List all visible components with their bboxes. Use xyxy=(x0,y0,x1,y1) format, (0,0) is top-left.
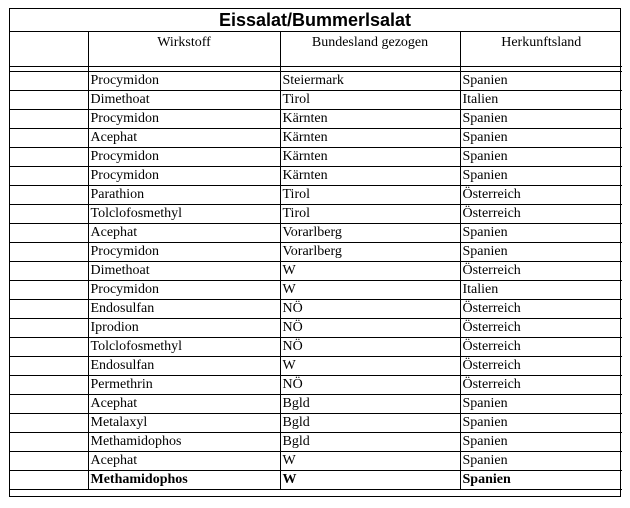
cell-herkunftsland: Spanien xyxy=(460,129,622,148)
cell-herkunftsland: Österreich xyxy=(460,205,622,224)
row-blank-cell xyxy=(10,376,88,395)
table-row xyxy=(10,167,622,186)
row-blank-cell xyxy=(10,91,88,110)
row-blank-cell xyxy=(10,433,88,452)
cell-bundesland: Kärnten xyxy=(280,148,460,167)
cell-herkunftsland: Spanien xyxy=(460,72,622,91)
cell-wirkstoff: Dimethoat xyxy=(88,91,280,110)
header-herkunftsland: Herkunftsland xyxy=(460,32,622,67)
cell-bundesland: Bgld xyxy=(280,433,460,452)
cell-bundesland: W xyxy=(280,471,460,490)
cell-herkunftsland: Spanien xyxy=(460,433,622,452)
cell-wirkstoff: Endosulfan xyxy=(88,300,280,319)
row-blank-cell xyxy=(10,452,88,471)
cell-wirkstoff: Acephat xyxy=(88,224,280,243)
cell-bundesland: Steiermark xyxy=(280,72,460,91)
cell-herkunftsland: Italien xyxy=(460,91,622,110)
cell-wirkstoff: Procymidon xyxy=(88,281,280,300)
table-row xyxy=(10,243,622,262)
row-blank-cell xyxy=(10,262,88,281)
cell-bundesland: Vorarlberg xyxy=(280,224,460,243)
cell-wirkstoff: Acephat xyxy=(88,452,280,471)
cell-herkunftsland: Österreich xyxy=(460,319,622,338)
row-blank-cell xyxy=(10,471,88,490)
cell-herkunftsland: Spanien xyxy=(460,224,622,243)
cell-bundesland: Kärnten xyxy=(280,129,460,148)
cell-wirkstoff: Metalaxyl xyxy=(88,414,280,433)
cell-bundesland: Bgld xyxy=(280,414,460,433)
cell-bundesland: Tirol xyxy=(280,205,460,224)
cell-herkunftsland: Italien xyxy=(460,281,622,300)
table-row xyxy=(10,395,622,414)
table-row xyxy=(10,72,622,91)
cell-herkunftsland: Österreich xyxy=(460,376,622,395)
cell-bundesland: NÖ xyxy=(280,319,460,338)
row-blank-cell xyxy=(10,72,88,91)
cell-wirkstoff: Acephat xyxy=(88,129,280,148)
cell-wirkstoff: Methamidophos xyxy=(88,433,280,452)
table-row xyxy=(10,224,622,243)
table-row xyxy=(10,452,622,471)
cell-wirkstoff: Procymidon xyxy=(88,148,280,167)
row-blank-cell xyxy=(10,205,88,224)
cell-bundesland: W xyxy=(280,281,460,300)
cell-herkunftsland: Spanien xyxy=(460,110,622,129)
cell-herkunftsland: Spanien xyxy=(460,471,622,490)
cell-bundesland: W xyxy=(280,262,460,281)
cell-bundesland: NÖ xyxy=(280,338,460,357)
cell-herkunftsland: Spanien xyxy=(460,452,622,471)
cell-wirkstoff: Tolclofosmethyl xyxy=(88,338,280,357)
cell-bundesland: NÖ xyxy=(280,376,460,395)
cell-wirkstoff: Acephat xyxy=(88,395,280,414)
row-blank-cell xyxy=(10,414,88,433)
row-blank-cell xyxy=(10,338,88,357)
cell-bundesland: W xyxy=(280,357,460,376)
table-row xyxy=(10,319,622,338)
row-blank-cell xyxy=(10,300,88,319)
table-row xyxy=(10,300,622,319)
row-blank-cell xyxy=(10,186,88,205)
cell-bundesland: Tirol xyxy=(280,186,460,205)
cell-bundesland: Vorarlberg xyxy=(280,243,460,262)
cell-herkunftsland: Österreich xyxy=(460,338,622,357)
residue-table xyxy=(10,32,622,490)
cell-herkunftsland: Österreich xyxy=(460,262,622,281)
table-row xyxy=(10,338,622,357)
table-row xyxy=(10,281,622,300)
table-row xyxy=(10,414,622,433)
cell-wirkstoff: Procymidon xyxy=(88,243,280,262)
table-row xyxy=(10,471,622,490)
residue-table-frame xyxy=(9,8,621,497)
table-row xyxy=(10,433,622,452)
cell-herkunftsland: Spanien xyxy=(460,395,622,414)
table-row xyxy=(10,357,622,376)
table-row xyxy=(10,262,622,281)
cell-herkunftsland: Österreich xyxy=(460,357,622,376)
cell-wirkstoff: Methamidophos xyxy=(88,471,280,490)
table-row xyxy=(10,110,622,129)
table-row xyxy=(10,205,622,224)
cell-wirkstoff: Tolclofosmethyl xyxy=(88,205,280,224)
cell-bundesland: Tirol xyxy=(280,91,460,110)
cell-herkunftsland: Spanien xyxy=(460,243,622,262)
cell-wirkstoff: Dimethoat xyxy=(88,262,280,281)
row-blank-cell xyxy=(10,167,88,186)
table-row xyxy=(10,91,622,110)
header-row xyxy=(10,32,622,67)
cell-wirkstoff: Parathion xyxy=(88,186,280,205)
table-row xyxy=(10,186,622,205)
row-blank-cell xyxy=(10,129,88,148)
cell-bundesland: W xyxy=(280,452,460,471)
cell-bundesland: Kärnten xyxy=(280,167,460,186)
table-row xyxy=(10,129,622,148)
table-title: Eissalat/Bummerlsalat xyxy=(10,9,620,32)
cell-wirkstoff: Permethrin xyxy=(88,376,280,395)
cell-wirkstoff: Procymidon xyxy=(88,72,280,91)
row-blank-cell xyxy=(10,110,88,129)
row-blank-cell xyxy=(10,148,88,167)
cell-herkunftsland: Österreich xyxy=(460,300,622,319)
row-blank-cell xyxy=(10,243,88,262)
header-bundesland: Bundesland gezogen xyxy=(280,32,460,67)
cell-herkunftsland: Spanien xyxy=(460,414,622,433)
cell-wirkstoff: Iprodion xyxy=(88,319,280,338)
cell-wirkstoff: Procymidon xyxy=(88,110,280,129)
header-blank xyxy=(10,32,88,67)
cell-herkunftsland: Spanien xyxy=(460,167,622,186)
table-row xyxy=(10,376,622,395)
row-blank-cell xyxy=(10,319,88,338)
cell-wirkstoff: Endosulfan xyxy=(88,357,280,376)
cell-herkunftsland: Spanien xyxy=(460,148,622,167)
cell-herkunftsland: Österreich xyxy=(460,186,622,205)
row-blank-cell xyxy=(10,281,88,300)
header-wirkstoff: Wirkstoff xyxy=(88,32,280,67)
cell-wirkstoff: Procymidon xyxy=(88,167,280,186)
cell-bundesland: Bgld xyxy=(280,395,460,414)
table-row xyxy=(10,148,622,167)
cell-bundesland: NÖ xyxy=(280,300,460,319)
cell-bundesland: Kärnten xyxy=(280,110,460,129)
row-blank-cell xyxy=(10,224,88,243)
row-blank-cell xyxy=(10,395,88,414)
row-blank-cell xyxy=(10,357,88,376)
